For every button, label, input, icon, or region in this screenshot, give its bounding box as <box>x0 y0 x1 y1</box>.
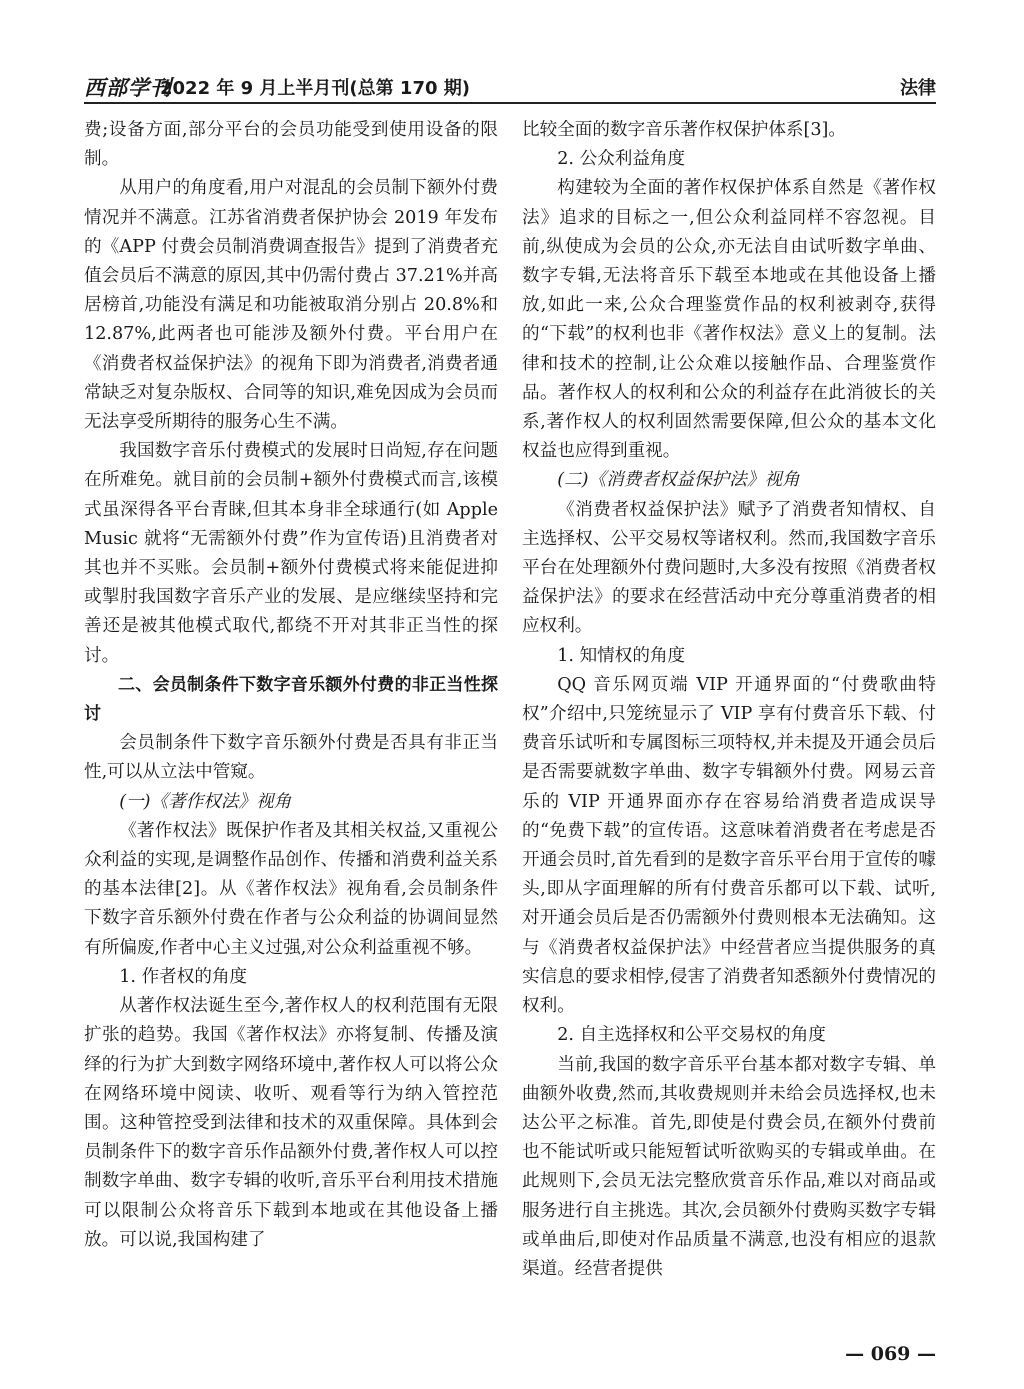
right-column <box>522 116 936 1284</box>
paragraph: 《著作权法》既保护作者及其相关权益,又重视公众利益的实现,是调整作品创作、传播和消费利益关系的基本法律[2]。从《著作权法》视角看,会员制条件下数字音乐额外付费在作者与公众利益的协调间显然有所偏废,作者中心主义过强,对公众利益重视不够。 <box>84 820 498 958</box>
section-label: 法律 <box>900 78 936 99</box>
paragraph: QQ 音乐网页端 VIP 开通界面的“付费歌曲特权”介绍中,只笼统显示了 VIP 享有付费音乐下载、付费音乐试听和专属图标三项特权,并未提及开通会员后是否需要就数字单曲、数字专辑额外付费。网易云音乐的 VIP 开通界面亦存在容易给消费者造成误导的“免费下载”的宣传语。这意味着消费者在考虑是否开通会员时,首先看到的是数字音乐平台用于宣传的噱头,即从字面理解的所有付费音乐都可以下载、试听,对开通会员后是否仍需额外付费则根本无法确知。这与《消费者权益保护法》中经营者应当提供服务的真实信息的要求相悖,侵害了消费者知悉额外付费情况的权利。 <box>522 674 936 1017</box>
journal-logo: 西部学刊 <box>84 75 172 100</box>
subsection-heading: (二)《消费者权益保护法》视角 <box>557 470 800 491</box>
paragraph: 我国数字音乐付费模式的发展时日尚短,存在问题在所难免。就目前的会员制+额外付费模式而言,该模式虽深得各平台青睐,但其本身非全球通行(如 Apple Music 就将“无需额外付费”作为宣传语)且消费者对其也并不买账。会员制+额外付费模式将来能促进抑或掣肘我国数字音乐产业的发展、是应继续坚持和完善还是被其他模式取代,都绕不开对其非正当性的探讨。 <box>84 441 498 666</box>
paragraph: 构建较为全面的著作权保护体系自然是《著作权法》追求的目标之一,但公众利益同样不容忽视。目前,纵使成为会员的公众,亦无法自由试听数字单曲、数字专辑,无法将音乐下载至本地或在其他设备上播放,如此一来,公众合理鉴赏作品的权利被剥夺,获得的“下载”的权利也非《著作权法》意义上的复制。法律和技术的控制,让公众难以接触作品、合理鉴赏作品。著作权人的权利和公众的利益存在此消彼长的关系,著作权人的权利固然需要保障,但公众的基本文化权益也应得到重视。 <box>522 178 936 462</box>
paragraph: 比较全面的数字音乐著作权保护体系[3]。 <box>522 120 847 140</box>
paragraph: 从用户的角度看,用户对混乱的会员制下额外付费情况并不满意。江苏省消费者保护协会 2019 年发布的《APP 付费会员制消费调查报告》提到了消费者充值会员后不满意的原因,其中仍需付费占 37.21%并高居榜首,功能没有满足和功能被取消分别占 20.8%和 12.87%,此两者也可能涉及额外付费。平台用户在《消费者权益保护法》的视角下即为消费者,消费者通常缺乏对复杂版权、合同等的知识,难免因成为会员而无法享受所期待的服务心生不满。 <box>84 178 498 433</box>
sub-subsection-heading: 2. 公众利益角度 <box>557 149 686 170</box>
left-column <box>84 116 498 1255</box>
subsection-heading: (一)《著作权法》视角 <box>119 791 292 812</box>
sub-subsection-heading: 1. 知情权的角度 <box>557 645 686 666</box>
section-heading: 二、会员制条件下数字音乐额外付费的非正当性探讨 <box>84 674 498 725</box>
sub-subsection-heading: 2. 自主选择权和公平交易权的角度 <box>557 1025 826 1046</box>
paragraph: 《消费者权益保护法》赋予了消费者知情权、自主选择权、公平交易权等诸权利。然而,我国数字音乐平台在处理额外付费问题时,大多没有按照《消费者权益保护法》的要求在经营活动中充分尊重消费者的相应权利。 <box>522 499 936 637</box>
paragraph: 当前,我国的数字音乐平台基本都对数字专辑、单曲额外收费,然而,其收费规则并未给会员选择权,也未达公平之标准。首先,即使是付费会员,在额外付费前也不能试听或只能短暂试听欲购买的专辑或单曲。在此规则下,会员无法完整欣赏音乐作品,难以对商品或服务进行自主挑选。其次,会员额外付费购买数字专辑或单曲后,即使对作品质量不满意,也没有相应的退款渠道。经营者提供 <box>522 1054 936 1279</box>
sub-subsection-heading: 1. 作者权的角度 <box>119 966 248 987</box>
issue-info: 2022 年 9 月上半月刊(总第 170 期) <box>160 78 470 99</box>
page-number: — 069 — <box>845 1343 936 1365</box>
page-header <box>84 66 936 100</box>
paragraph: 费;设备方面,部分平台的会员功能受到使用设备的限制。 <box>84 120 498 170</box>
paragraph: 从著作权法诞生至今,著作权人的权利范围有无限扩张的趋势。我国《著作权法》亦将复制、传播及演绎的行为扩大到数字网络环境中,著作权人可以将公众在网络环境中阅读、收听、观看等行为纳入管控范围。这种管控受到法律和技术的双重保障。具体到会员制条件下的数字音乐作品额外付费,著作权人可以控制数字单曲、数字专辑的收听,音乐平台利用技术措施可以限制公众将音乐下载到本地或在其他设备上播放。可以说,我国构建了 <box>84 996 498 1250</box>
paragraph: 会员制条件下数字音乐额外付费是否具有非正当性,可以从立法中管窥。 <box>84 733 498 783</box>
header-rule <box>84 102 936 104</box>
